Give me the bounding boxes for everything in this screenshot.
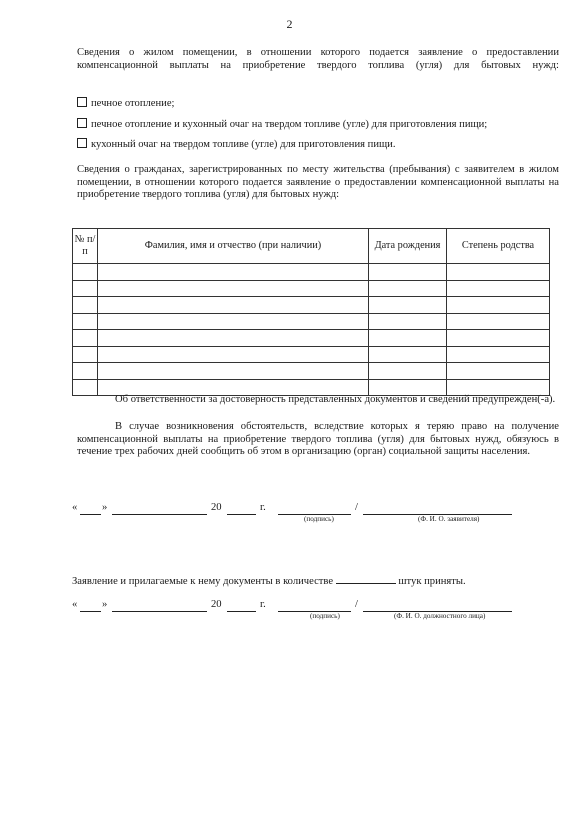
year-suffix: г. (260, 502, 266, 513)
birth-date-cell[interactable] (369, 363, 447, 380)
date-month-field[interactable] (112, 611, 207, 612)
birth-date-cell[interactable] (369, 297, 447, 314)
date-day-field[interactable] (80, 611, 101, 612)
checkbox-icon[interactable] (77, 118, 87, 128)
responsibility-statement (77, 394, 559, 407)
table-row (73, 297, 550, 314)
row-number-cell[interactable] (73, 313, 98, 330)
header-num: № п/п (73, 229, 98, 264)
full-name-cell[interactable] (98, 297, 369, 314)
checkbox-icon[interactable] (77, 97, 87, 107)
row-number-cell[interactable] (73, 363, 98, 380)
table-row (73, 313, 550, 330)
citizens-intro (77, 164, 559, 202)
accepted-text-before: Заявление и прилагаемые к нему документы в количестве (72, 576, 334, 587)
full-name-cell[interactable] (98, 363, 369, 380)
full-name-cell[interactable] (98, 313, 369, 330)
heating-option-label: кухонный очаг на твердом топливе (угле) для приготовления пищи. (91, 139, 396, 150)
birth-date-cell[interactable] (369, 280, 447, 297)
date-open-quote: « (72, 502, 78, 513)
relation-cell[interactable] (447, 330, 550, 347)
heating-option-stove-and-hearth[interactable] (77, 118, 487, 132)
full-name-cell[interactable] (98, 346, 369, 363)
signature-caption: (подпись) (304, 515, 334, 523)
year-prefix: 20 (211, 599, 222, 610)
relation-cell[interactable] (447, 280, 550, 297)
birth-date-cell[interactable] (369, 330, 447, 347)
table-row (73, 363, 550, 380)
applicant-name-caption: (Ф. И. О. заявителя) (418, 515, 480, 523)
applicant-signature-row (72, 502, 552, 532)
housing-intro-text: Сведения о жилом помещении, в отношении которого подается заявление о предоставлении компенсационной выплаты на приобретение твердого топлива (угля) для бытовых нужд: (77, 47, 559, 71)
relation-cell[interactable] (447, 313, 550, 330)
accepted-text-after: штук приняты. (398, 576, 466, 587)
relation-cell[interactable] (447, 264, 550, 281)
row-number-cell[interactable] (73, 297, 98, 314)
date-year-field[interactable] (227, 611, 256, 612)
header-relation: Степень родства (447, 229, 550, 264)
birth-date-cell[interactable] (369, 346, 447, 363)
signature-caption: (подпись) (310, 612, 340, 620)
date-close-quote: » (102, 502, 108, 513)
heating-option-hearth[interactable] (77, 138, 395, 152)
registered-citizens-table (72, 228, 550, 396)
row-number-cell[interactable] (73, 280, 98, 297)
birth-date-cell[interactable] (369, 264, 447, 281)
year-prefix: 20 (211, 502, 222, 513)
official-name-caption: (Ф. И. О. должностного лица) (394, 612, 486, 620)
header-birth-date: Дата рождения (369, 229, 447, 264)
table-row (73, 264, 550, 281)
date-close-quote: » (102, 599, 108, 610)
full-name-cell[interactable] (98, 330, 369, 347)
responsibility-text: Об ответственности за достоверность представленных документов и сведений предупрежден(-а). (115, 394, 556, 405)
relation-cell[interactable] (447, 297, 550, 314)
heating-option-stove[interactable] (77, 97, 174, 111)
obligation-text: В случае возникновения обстоятельств, вследствие которых я теряю право на получение компенсационной выплаты на приобретение твердого топлива (угля) для бытовых нужд, обязуюсь в течение трех рабочих дней сообщить об этом в организацию (орган) социальной защиты населения. (77, 421, 559, 458)
row-number-cell[interactable] (73, 330, 98, 347)
page-number: 2 (286, 17, 293, 31)
date-day-field[interactable] (80, 514, 101, 515)
heating-option-label: печное отопление; (91, 98, 175, 109)
birth-date-cell[interactable] (369, 313, 447, 330)
row-number-cell[interactable] (73, 264, 98, 281)
date-month-field[interactable] (112, 514, 207, 515)
official-signature-row (72, 599, 552, 629)
signature-slash: / (355, 599, 358, 610)
obligation-statement (77, 421, 559, 459)
relation-cell[interactable] (447, 346, 550, 363)
heating-option-label: печное отопление и кухонный очаг на твердом топливе (угле) для приготовления пищи; (91, 119, 488, 130)
date-open-quote: « (72, 599, 78, 610)
year-suffix: г. (260, 599, 266, 610)
full-name-cell[interactable] (98, 264, 369, 281)
signature-slash: / (355, 502, 358, 513)
header-name: Фамилия, имя и отчество (при наличии) (98, 229, 369, 264)
table-body (73, 264, 550, 396)
relation-cell[interactable] (447, 363, 550, 380)
table-row (73, 346, 550, 363)
date-year-field[interactable] (227, 514, 256, 515)
full-name-cell[interactable] (98, 280, 369, 297)
table-row (73, 330, 550, 347)
citizens-intro-text: Сведения о гражданах, зарегистрированных по месту жительства (пребывания) с заявителем в жилом помещении, в отношении которого подается заявление о предоставлении компенсационной выплаты на приобретение твердого топлива (угля) для бытовых нужд: (77, 164, 559, 201)
documents-accepted-line (72, 573, 466, 589)
row-number-cell[interactable] (73, 346, 98, 363)
housing-intro (77, 47, 559, 72)
document-count-field[interactable] (336, 573, 396, 584)
checkbox-icon[interactable] (77, 138, 87, 148)
table-header-row (73, 229, 550, 264)
table-row (73, 280, 550, 297)
